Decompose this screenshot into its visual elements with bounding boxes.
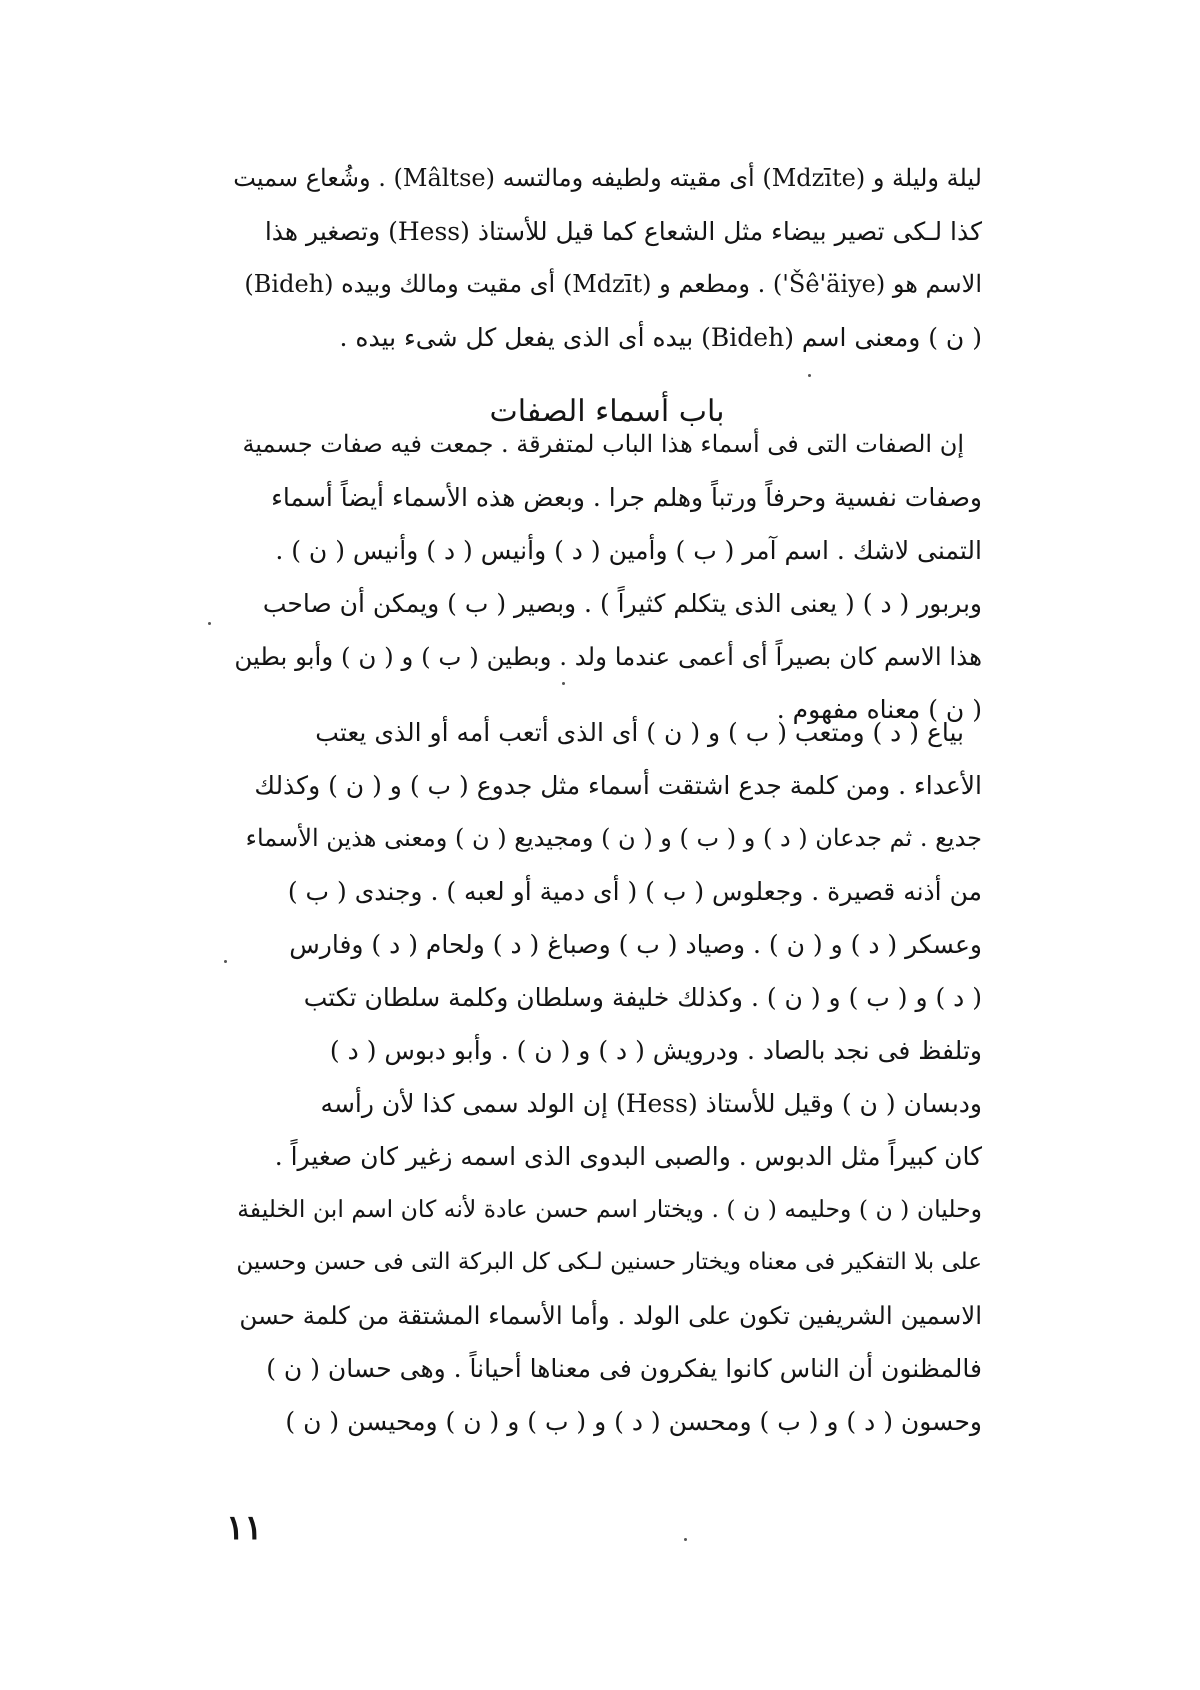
text-line: كذا لـكى تصير بيضاء مثل الشعاع كما قيل للأستاذ (Hess) وتصغير هذا [264, 217, 982, 246]
text-line: ( د ) و ( ب ) و ( ن ) . وكذلك خليفة وسلطان وكلمة سلطان تكتب [303, 983, 982, 1012]
section-heading: باب أسماء الصفات [489, 394, 725, 429]
scan-speck [224, 960, 227, 963]
text-line: الاسمين الشريفين تكون على الولد . وأما الأسماء المشتقة من كلمة حسن [239, 1301, 982, 1330]
text-line: وصفات نفسية وحرفاً ورتباً وهلم جرا . وبعض هذه الأسماء أيضاً أسماء [271, 483, 982, 512]
text-line: ( ن ) ومعنى اسم (Bideh) بيده أى الذى يفعل كل شىء بيده . [339, 323, 982, 352]
text-line: ودبسان ( ن ) وقيل للأستاذ (Hess) إن الولد سمى كذا لأن رأسه [320, 1089, 982, 1118]
text-line: بياع ( د ) ومتعب ( ب ) و ( ن ) أى الذى أتعب أمه أو الذى يعتب [315, 718, 964, 747]
paragraph-names-list [232, 706, 982, 1448]
text-line: جديع . ثم جدعان ( د ) و ( ب ) و ( ن ) ومجيديع ( ن ) ومعنى هذين الأسماء [245, 824, 982, 852]
text-line: فالمظنون أن الناس كانوا يفكرون فى معناها أحياناً . وهى حسان ( ن ) [266, 1354, 982, 1383]
page-number: ١١ [226, 1508, 263, 1548]
text-line: وعسكر ( د ) و ( ن ) . وصياد ( ب ) وصباغ ( د ) ولحام ( د ) وفارس [289, 930, 982, 959]
scan-speck [808, 374, 811, 377]
text-line: التمنى لاشك . اسم آمر ( ب ) وأمين ( د ) وأنيس ( د ) وأنيس ( ن ) . [275, 536, 982, 565]
text-line: كان كبيراً مثل الدبوس . والصبى البدوى الذى اسمه زغير كان صغيراً . [274, 1142, 982, 1171]
text-line: ليلة وليلة و (Mdzīte) أى مقيته ولطيفه ومالتسه (Mâltse) . وشُعاع سميت [233, 164, 982, 192]
text-line: وتلفظ فى نجد بالصاد . ودرويش ( د ) و ( ن ) . وأبو دبوس ( د ) [329, 1036, 982, 1065]
text-line: وحليان ( ن ) وحليمه ( ن ) . ويختار اسم حسن عادة لأنه كان اسم ابن الخليفة [237, 1195, 982, 1223]
text-line: هذا الاسم كان بصيراً أى أعمى عندما ولد . وبطين ( ب ) و ( ن ) وأبو بطين [234, 642, 982, 671]
scan-speck [684, 1538, 687, 1541]
text-line: وبربور ( د ) ( يعنى الذى يتكلم كثيراً ) . وبصير ( ب ) ويمكن أن صاحب [262, 589, 982, 618]
paragraph-attributes-intro [232, 418, 982, 736]
text-line: الاسم هو (Šê'äiye') . ومطعم و (Mdzīt) أى مقيت ومالك وبيده (Bideh) [244, 270, 982, 298]
text-line: من أذنه قصيرة . وجعلوس ( ب ) ( أى دمية أو لعبه ) . وجندى ( ب ) [287, 877, 982, 906]
scan-speck [208, 622, 211, 625]
text-line: ( ن ) معناه مفهوم . [776, 695, 982, 724]
text-line: إن الصفات التى فى أسماء هذا الباب لمتفرقة . جمعت فيه صفات جسمية [242, 430, 964, 458]
text-line: وحسون ( د ) و ( ب ) ومحسن ( د ) و ( ب ) و ( ن ) ومحيسن ( ن ) [285, 1407, 982, 1436]
text-line: على بلا التفكير فى معناه ويختار حسنين لـكى كل البركة التى فى حسن وحسين [236, 1249, 982, 1275]
top-paragraph [232, 152, 982, 364]
text-line: الأعداء . ومن كلمة جدع اشتقت أسماء مثل جدوع ( ب ) و ( ن ) وكذلك [254, 771, 982, 800]
scan-speck [562, 682, 565, 685]
